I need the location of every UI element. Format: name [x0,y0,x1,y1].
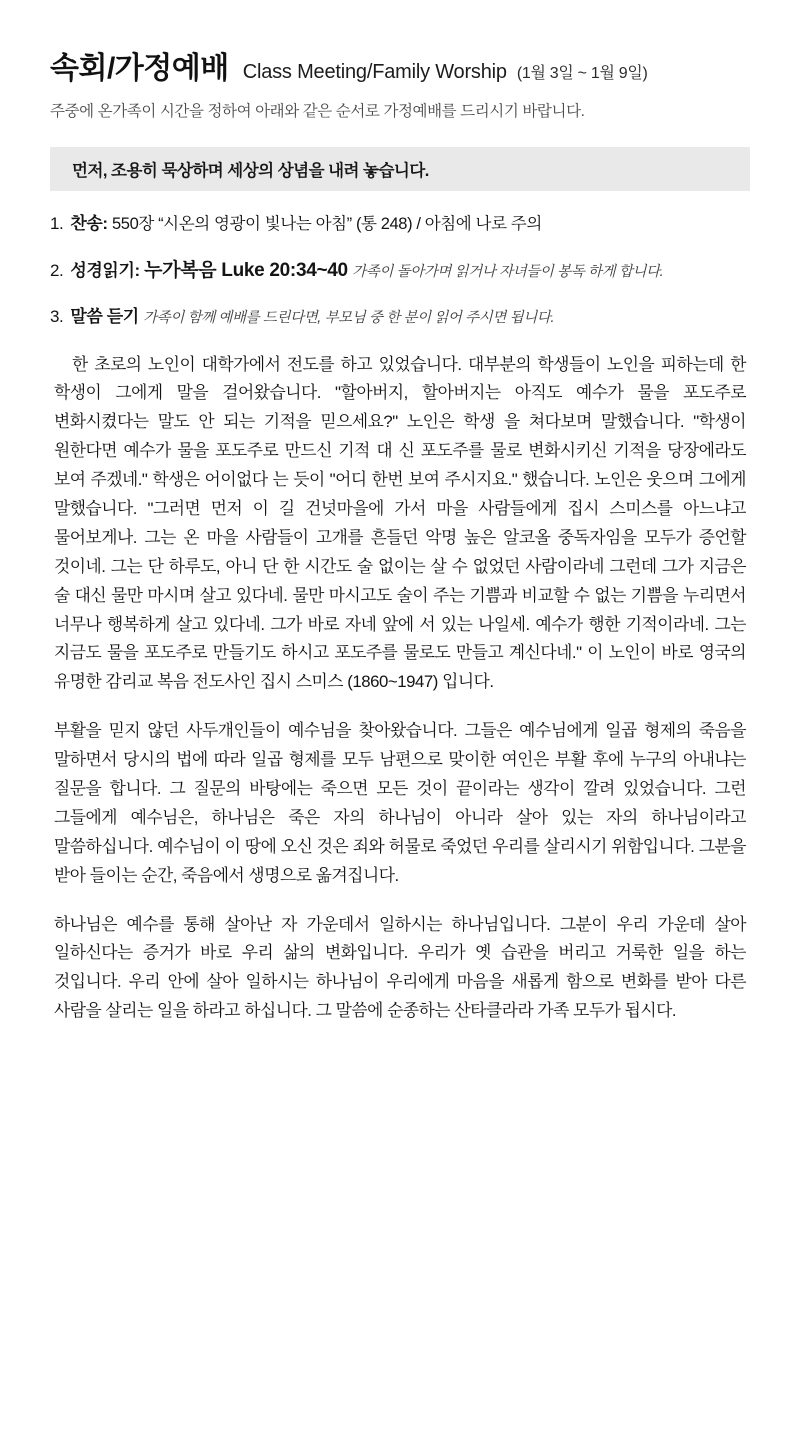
title-korean: 속회/가정예배 [50,52,229,85]
worship-order-list [50,213,750,329]
date-range: (1월 3일 ~ 1월 9일) [516,65,648,82]
paragraph: 부활을 믿지 않던 사두개인들이 예수님을 찾아왔습니다. 그들은 예수님에게 일곱 형제의 죽음을 말하면서 당시의 법에 따라 일곱 형제를 모두 남편으로 맞이한 여인은 부활 후에 누구의 아내냐는 질문을 합니다. 그 질문의 바탕에는 죽으면 모든 것이 끝이라는 생각이 깔려 있었습니다. 그런 그들에게 예수님은, 하나님은 죽은 자의 하나님이 아니라 살아 있는 자의 하나님이라고 말씀하십니다. 예수님이 이 땅에 오신 것은 죄와 허물로 죽었던 우리를 살리시기 위함입니다. 그분을 받아 들이는 순간, 죽음에서 생명으로 옮겨집니다. [54,721,746,885]
meditation-banner [50,147,750,191]
item-note: 가족이 함께 예배를 드린다면, 부모님 중 한 분이 읽어 주시면 됩니다. [143,309,555,326]
item-main-text: 누가복음 Luke 20:34~40 [144,259,348,281]
list-item-message [50,306,750,329]
message-body [50,351,750,1027]
page-subtitle: 주중에 온가족이 시간을 정하여 아래와 같은 순서로 가정예배를 드리시기 바랍니다. [50,103,585,120]
item-number: 2. [50,260,64,280]
item-label: 성경읽기: [70,260,140,280]
list-item-hymn [50,213,750,236]
item-number: 3. [50,306,64,326]
meditation-banner-text: 먼저, 조용히 묵상하며 세상의 상념을 내려 놓습니다. [72,162,429,180]
title-english: Class Meeting/Family Worship [242,61,507,83]
item-note: 가족이 돌아가며 읽거나 자녀들이 봉독 하게 합니다. [352,263,664,280]
item-label: 찬송: [70,214,108,233]
item-main-text: 550장 “시온의 영광이 빛나는 아침” (통 248) / 아침에 나로 주의 [112,215,542,233]
list-item-scripture [50,258,750,284]
item-number: 1. [50,214,64,233]
paragraph: 하나님은 예수를 통해 살아난 자 가운데서 일하시는 하나님입니다. 그분이 우리 가운데 살아 일하신다는 증거가 바로 우리 삶의 변화입니다. 우리가 옛 습관을 버리고 거룩한 일을 하는 것입니다. 우리 안에 살아 일하시는 하나님이 우리에게 마음을 새롭게 함으로 변화를 받아 다른 사람을 살리는 일을 하라고 하십니다. 그 말씀에 순종하는 산타클라라 가족 모두가 됩시다. [54,914,746,1021]
item-content [70,306,554,329]
item-label: 말씀 듣기 [70,306,139,326]
item-content [70,258,663,284]
paragraph: 한 초로의 노인이 대학가에서 전도를 하고 있었습니다. 대부분의 학생들이 노인을 피하는데 한 학생이 그에게 말을 걸어왔습니다. "할아버지, 할아버지는 아직도 예수가 물을 포도주로 변화시켰다는 말도 안 되는 기적을 믿으세요?" 노인은 학생 을 쳐다보며 말했습니다. "학생이 원한다면 예수가 물을 포도주로 만드신 기적 대 신 포도주를 물로 변화시키신 기적을 당장에라도 보여 주겠네." 학생은 어이없다 는 듯이 "어디 한번 보여 주시지요." 했습니다. 노인은 웃으며 그에게 말했습니다. "그러면 먼저 이 길 건넛마을에 가서 마을 사람들에게 집시 스미스를 아느냐고 물어보게나. 그는 온 마을 사람들이 고개를 흔들던 악명 높은 알코올 중독자임을 모두가 증언할 것이네. 그는 단 하루도, 아니 단 한 시간도 술 없이는 살 수 없었던 사람이라네 그런데 그가 지금은 술 대신 물만 마시며 살고 있다네. 물만 마시고도 술이 주는 기쁨과 비교할 수 없는 기쁨을 누리면서 너무나 행복하게 살고 있다네. 그가 바로 자네 앞에 서 있는 나일세. 예수가 행한 기적이라네. 그는 지금도 물을 포도주로 만들기도 하시고 포도주를 물로도 만들고 계신다네." 이 노인이 바로 영국의 유명한 감리교 복음 전도사인 집시 스미스 (1860~1947) 입니다. [54,354,746,692]
item-content [70,213,542,236]
page-title [50,52,750,85]
